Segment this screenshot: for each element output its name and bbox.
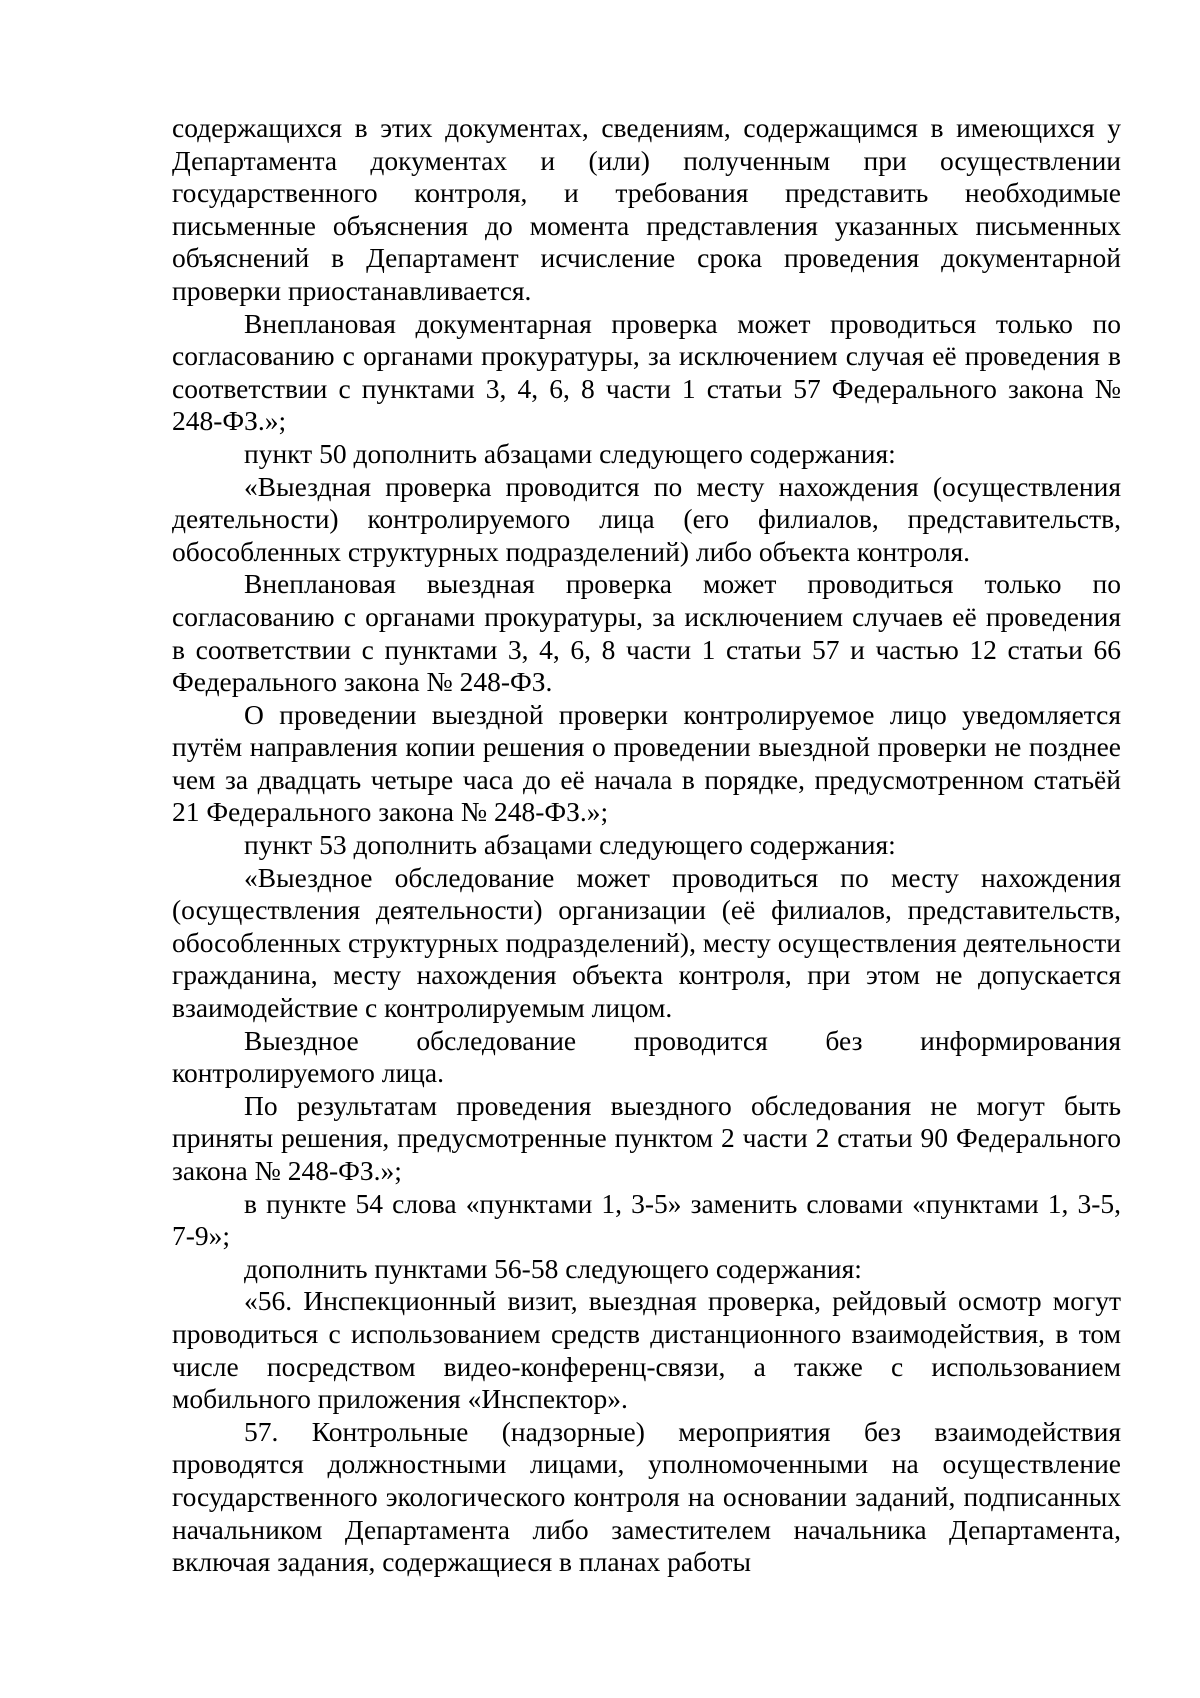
paragraph-amend-point-50: пункт 50 дополнить абзацами следующего содержания:	[244, 437, 896, 469]
paragraph-amend-point-53: пункт 53 дополнить абзацами следующего содержания:	[244, 829, 896, 861]
paragraph-add-points-56-58: дополнить пунктами 56-58 следующего содержания:	[244, 1252, 862, 1284]
document-page	[172, 112, 1121, 1579]
paragraph-amend-point-54: в пункте 54 слова «пунктами 1, 3-5» заменить словами «пунктами 1, 3-5, 7-9»;	[172, 1187, 1121, 1252]
paragraph-onsite-survey-results: По результатам проведения выездного обследования не могут быть приняты решения, предусмотренные пунктом 2 части 2 статьи 90 Федерального закона № 248-ФЗ.»;	[172, 1089, 1121, 1186]
paragraph-onsite-inspection-location: «Выездная проверка проводится по месту нахождения (осуществления деятельности) контролируемого лица (его филиалов, представительств, обособленных структурных подразделений) либо объекта контроля.	[172, 470, 1121, 567]
paragraph-point-56: «56. Инспекционный визит, выездная проверка, рейдовый осмотр могут проводиться с использованием средств дистанционного взаимодействия, в том числе посредством видео-конференц-связи, а также с использованием мобильного приложения «Инспектор».	[172, 1285, 1121, 1415]
paragraph-onsite-survey-no-informing: Выездное обследование проводится без информирования контролируемого лица.	[172, 1024, 1121, 1089]
paragraph-unscheduled-documentary-inspection: Внеплановая документарная проверка может проводиться только по согласованию с органами прокуратуры, за исключением случая её проведения в соответствии с пунктами 3, 4, 6, 8 части 1 статьи 57 Федерального закона № 248-ФЗ.»;	[172, 307, 1121, 437]
paragraph-notification: О проведении выездной проверки контролируемое лицо уведомляется путём направления копии решения о проведении выездной проверки не позднее чем за двадцать четыре часа до её начала в порядке, предусмотренном статьёй 21 Федерального закона № 248-ФЗ.»;	[172, 698, 1121, 828]
paragraph-onsite-survey-location: «Выездное обследование может проводиться по месту нахождения (осуществления деятельности) организации (её филиалов, представительств, обособленных структурных подразделений), месту осуществления деятельности гражданина, месту нахождения объекта контроля, при этом не допускается взаимодействие с контролируемым лицом.	[172, 861, 1121, 1024]
paragraph-unscheduled-onsite-inspection: Внеплановая выездная проверка может проводиться только по согласованию с органами прокуратуры, за исключением случаев её проведения в соответствии с пунктами 3, 4, 6, 8 части 1 статьи 57 и частью 12 статьи 66 Федерального закона № 248-ФЗ.	[172, 568, 1121, 698]
paragraph-point-57: 57. Контрольные (надзорные) мероприятия без взаимодействия проводятся должностными лицами, уполномоченными на осуществление государственного экологического контроля на основании заданий, подписанных начальником Департамента либо заместителем начальника Департамента, включая задания, содержащиеся в планах работы	[172, 1415, 1121, 1578]
paragraph-continuation: содержащихся в этих документах, сведениям, содержащимся в имеющихся у Департамента документах и (или) полученным при осуществлении государственного контроля, и требования представить необходимые письменные объяснения до момента представления указанных письменных объяснений в Департамент исчисление срока проведения документарной проверки приостанавливается.	[172, 112, 1121, 306]
